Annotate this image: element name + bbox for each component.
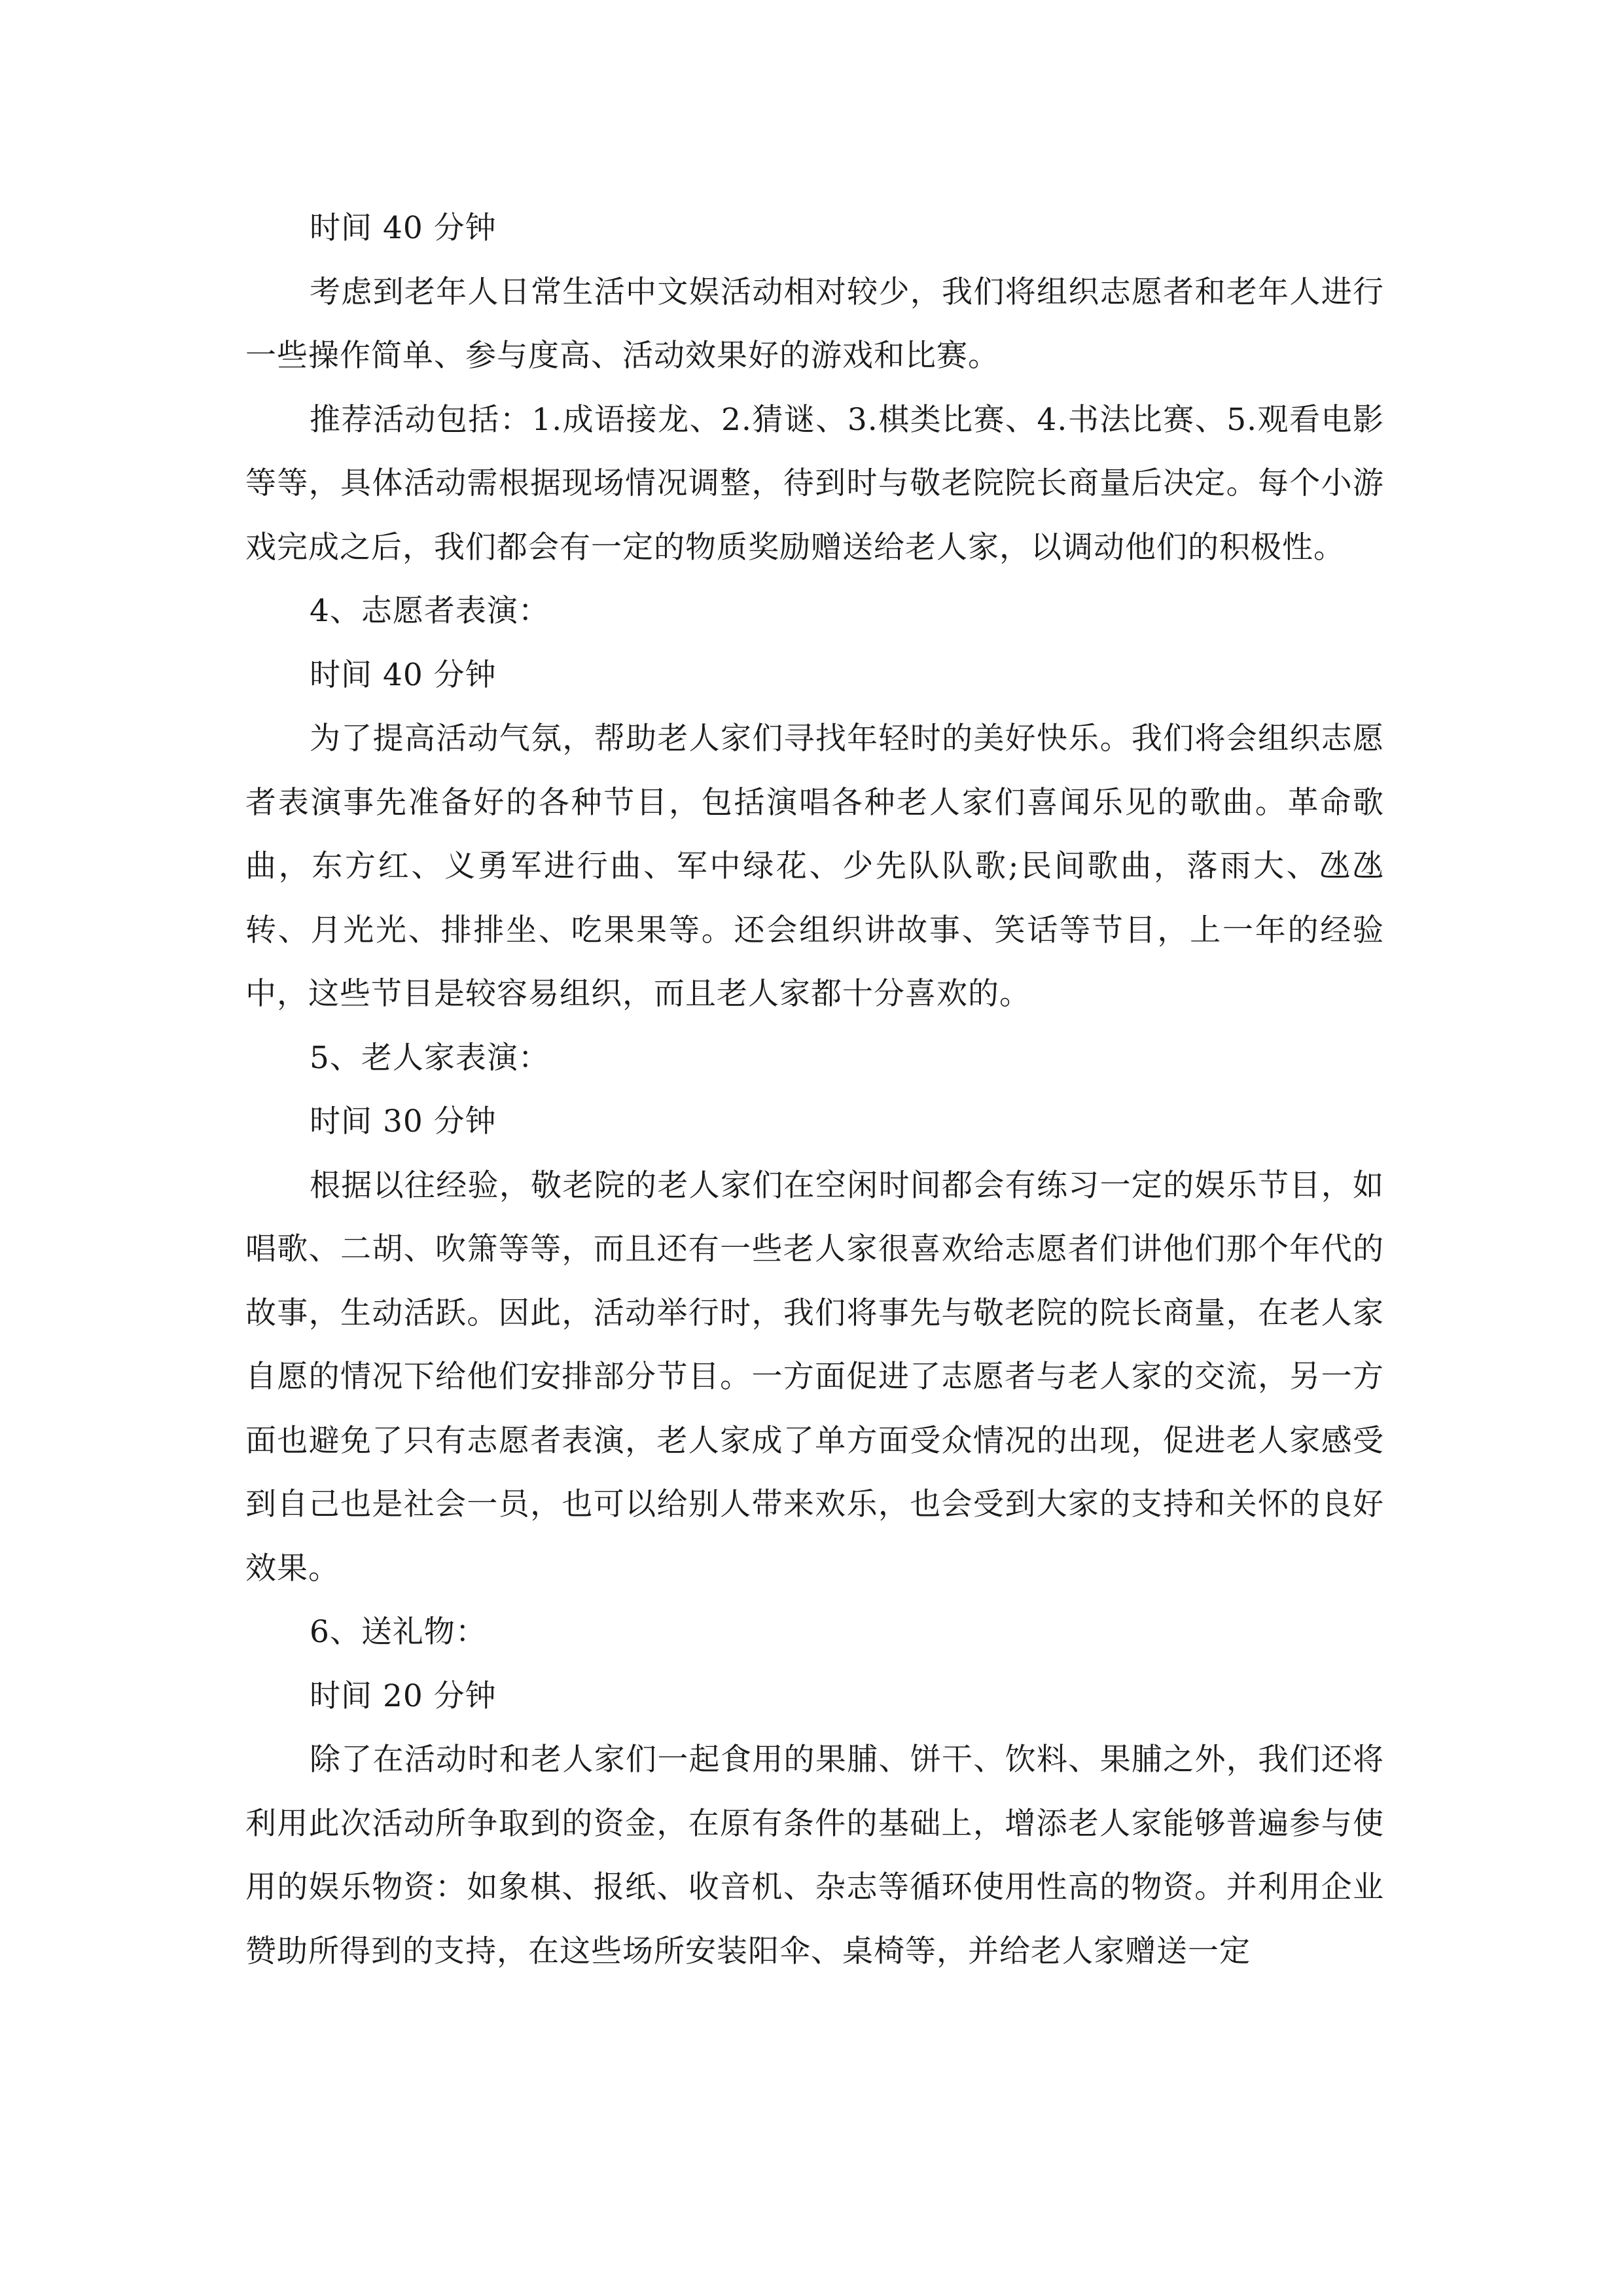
paragraph-elderly-performance: 根据以往经验，敬老院的老人家们在空闲时间都会有练习一定的娱乐节目，如唱歌、二胡、吹箫等等，而且还有一些老人家很喜欢给志愿者们讲他们那个年代的故事，生动活跃。因此，活动举行时，我们将事先与敬老院的院长商量，在老人家自愿的情况下给他们安排部分节目。一方面促进了志愿者与老人家的交流，另一方面也避免了只有志愿者表演，老人家成了单方面受众情况的出现，促进老人家感受到自己也是社会一员，也可以给别人带来欢乐，也会受到大家的支持和关怀的良好效果。 (245, 1167, 1384, 1587)
section-heading-elderly-performance: 5、老人家表演： (310, 1039, 550, 1076)
paragraph-time-20-min: 时间 20 分钟 (310, 1677, 497, 1714)
paragraph-entertainment-intro: 考虑到老年人日常生活中文娱活动相对较少，我们将组织志愿者和老年人进行一些操作简单、参与度高、活动效果好的游戏和比赛。 (245, 274, 1384, 374)
paragraph-time-40-min-2: 时间 40 分钟 (310, 656, 497, 693)
section-heading-volunteer-performance: 4、志愿者表演： (310, 593, 550, 629)
paragraph-time-30-min: 时间 30 分钟 (310, 1103, 497, 1139)
paragraph-gifts: 除了在活动时和老人家们一起食用的果脯、饼干、饮料、果脯之外，我们还将利用此次活动所争取到的资金，在原有条件的基础上，增添老人家能够普遍参与使用的娱乐物资：如象棋、报纸、收音机、杂志等循环使用性高的物资。并利用企业赞助所得到的支持，在这些场所安装阳伞、桌椅等，并给老人家赠送一定 (245, 1742, 1384, 1969)
document-page (245, 196, 1384, 1983)
section-heading-gifts: 6、送礼物： (310, 1614, 487, 1650)
paragraph-recommended-activities: 推荐活动包括：1.成语接龙、2.猜谜、3.棋类比赛、4.书法比赛、5.观看电影等等，具体活动需根据现场情况调整，待到时与敬老院院长商量后决定。每个小游戏完成之后，我们都会有一定的物质奖励赠送给老人家，以调动他们的积极性。 (245, 401, 1384, 565)
paragraph-time-40-min: 时间 40 分钟 (310, 210, 497, 246)
paragraph-volunteer-performance: 为了提高活动气氛，帮助老人家们寻找年轻时的美好快乐。我们将会组织志愿者表演事先准备好的各种节目，包括演唱各种老人家们喜闻乐见的歌曲。革命歌曲，东方红、义勇军进行曲、军中绿花、少先队队歌;民间歌曲，落雨大、氹氹转、月光光、排排坐、吃果果等。还会组织讲故事、笑话等节目，上一年的经验中，这些节目是较容易组织，而且老人家都十分喜欢的。 (245, 721, 1384, 1012)
